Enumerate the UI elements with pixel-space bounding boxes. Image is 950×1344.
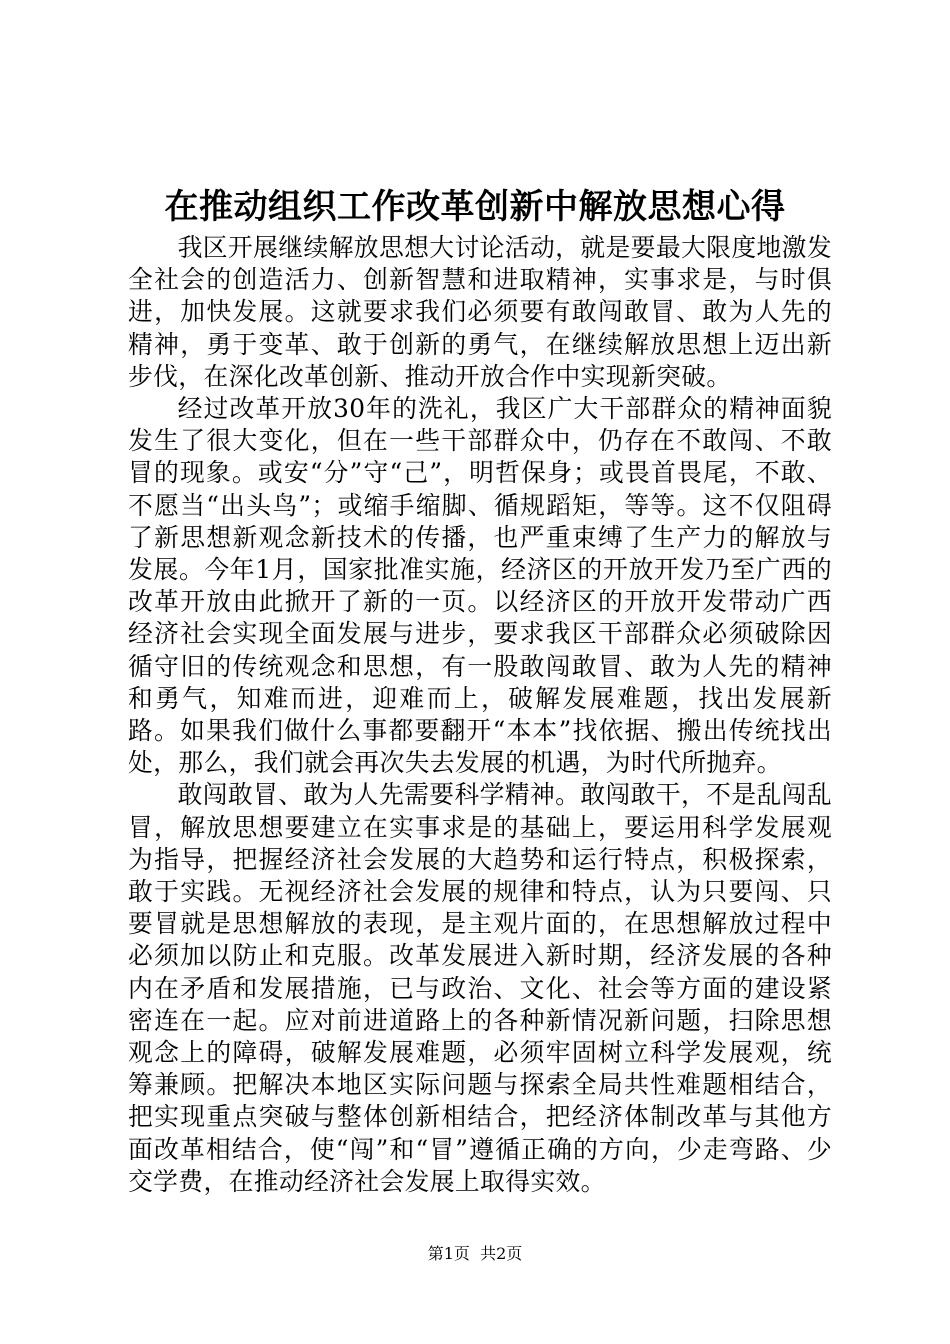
document-title: 在推动组织工作改革创新中解放思想心得 [164, 187, 786, 227]
page-number-label: 第1页 共2页 [427, 1244, 523, 1263]
paragraph-1: 我区开展继续解放思想大讨论活动，就是要最大限度地激发全社会的创造活力、创新智慧和进取精神，实事求是，与时俱进，加快发展。这就要求我们必须要有敢闯敢冒、敢为人先的精神，勇于变革、敢于创新的勇气，在继续解放思想上迈出新步伐，在深化改革创新、推动开放合作中实现新突破。 [128, 233, 832, 391]
paragraph-2: 经过改革开放30年的洗礼，我区广大干部群众的精神面貌发生了很大变化，但在一些干部群众中，仍存在不敢闯、不敢冒的现象。或安“分”守“己”，明哲保身；或畏首畏尾，不敢、不愿当“出头鸟”；或缩手缩脚、循规蹈矩，等等。这不仅阻碍了新思想新观念新技术的传播，也严重束缚了生产力的解放与发展。今年1月，国家批准实施，经济区的开放开发乃至广西的改革开放由此掀开了新的一页。以经济区的开放开发带动广西经济社会实现全面发展与进步，要求我区干部群众必须破除因循守旧的传统观念和思想，有一股敢闯敢冒、敢为人先的精神和勇气，知难而进，迎难而上，破解发展难题，找出发展新路。如果我们做什么事都要翻开“本本”找依据、搬出传统找出处，那么，我们就会再次失去发展的机遇，为时代所抛弃。 [128, 394, 832, 778]
paragraph-3: 敢闯敢冒、敢为人先需要科学精神。敢闯敢干，不是乱闯乱冒，解放思想要建立在实事求是的基础上，要运用科学发展观为指导，把握经济社会发展的大趋势和运行特点，积极探索，敢于实践。无视经济社会发展的规律和特点，认为只要闯、只要冒就是思想解放的表现，是主观片面的，在思想解放过程中必须加以防止和克服。改革发展进入新时期，经济发展的各种内在矛盾和发展措施，已与政治、文化、社会等方面的建设紧密连在一起。应对前进道路上的各种新情况新问题，扫除思想观念上的障碍，破解发展难题，必须牢固树立科学发展观，统筹兼顾。把解决本地区实际问题与探索全局共性难题相结合，把实现重点突破与整体创新相结合，把经济体制改革与其他方面改革相结合，使“闯”和“冒”遵循正确的方向，少走弯路、少交学费，在推动经济社会发展上取得实效。 [128, 780, 832, 1196]
document-body [128, 232, 832, 1198]
page-footer [0, 1242, 950, 1266]
